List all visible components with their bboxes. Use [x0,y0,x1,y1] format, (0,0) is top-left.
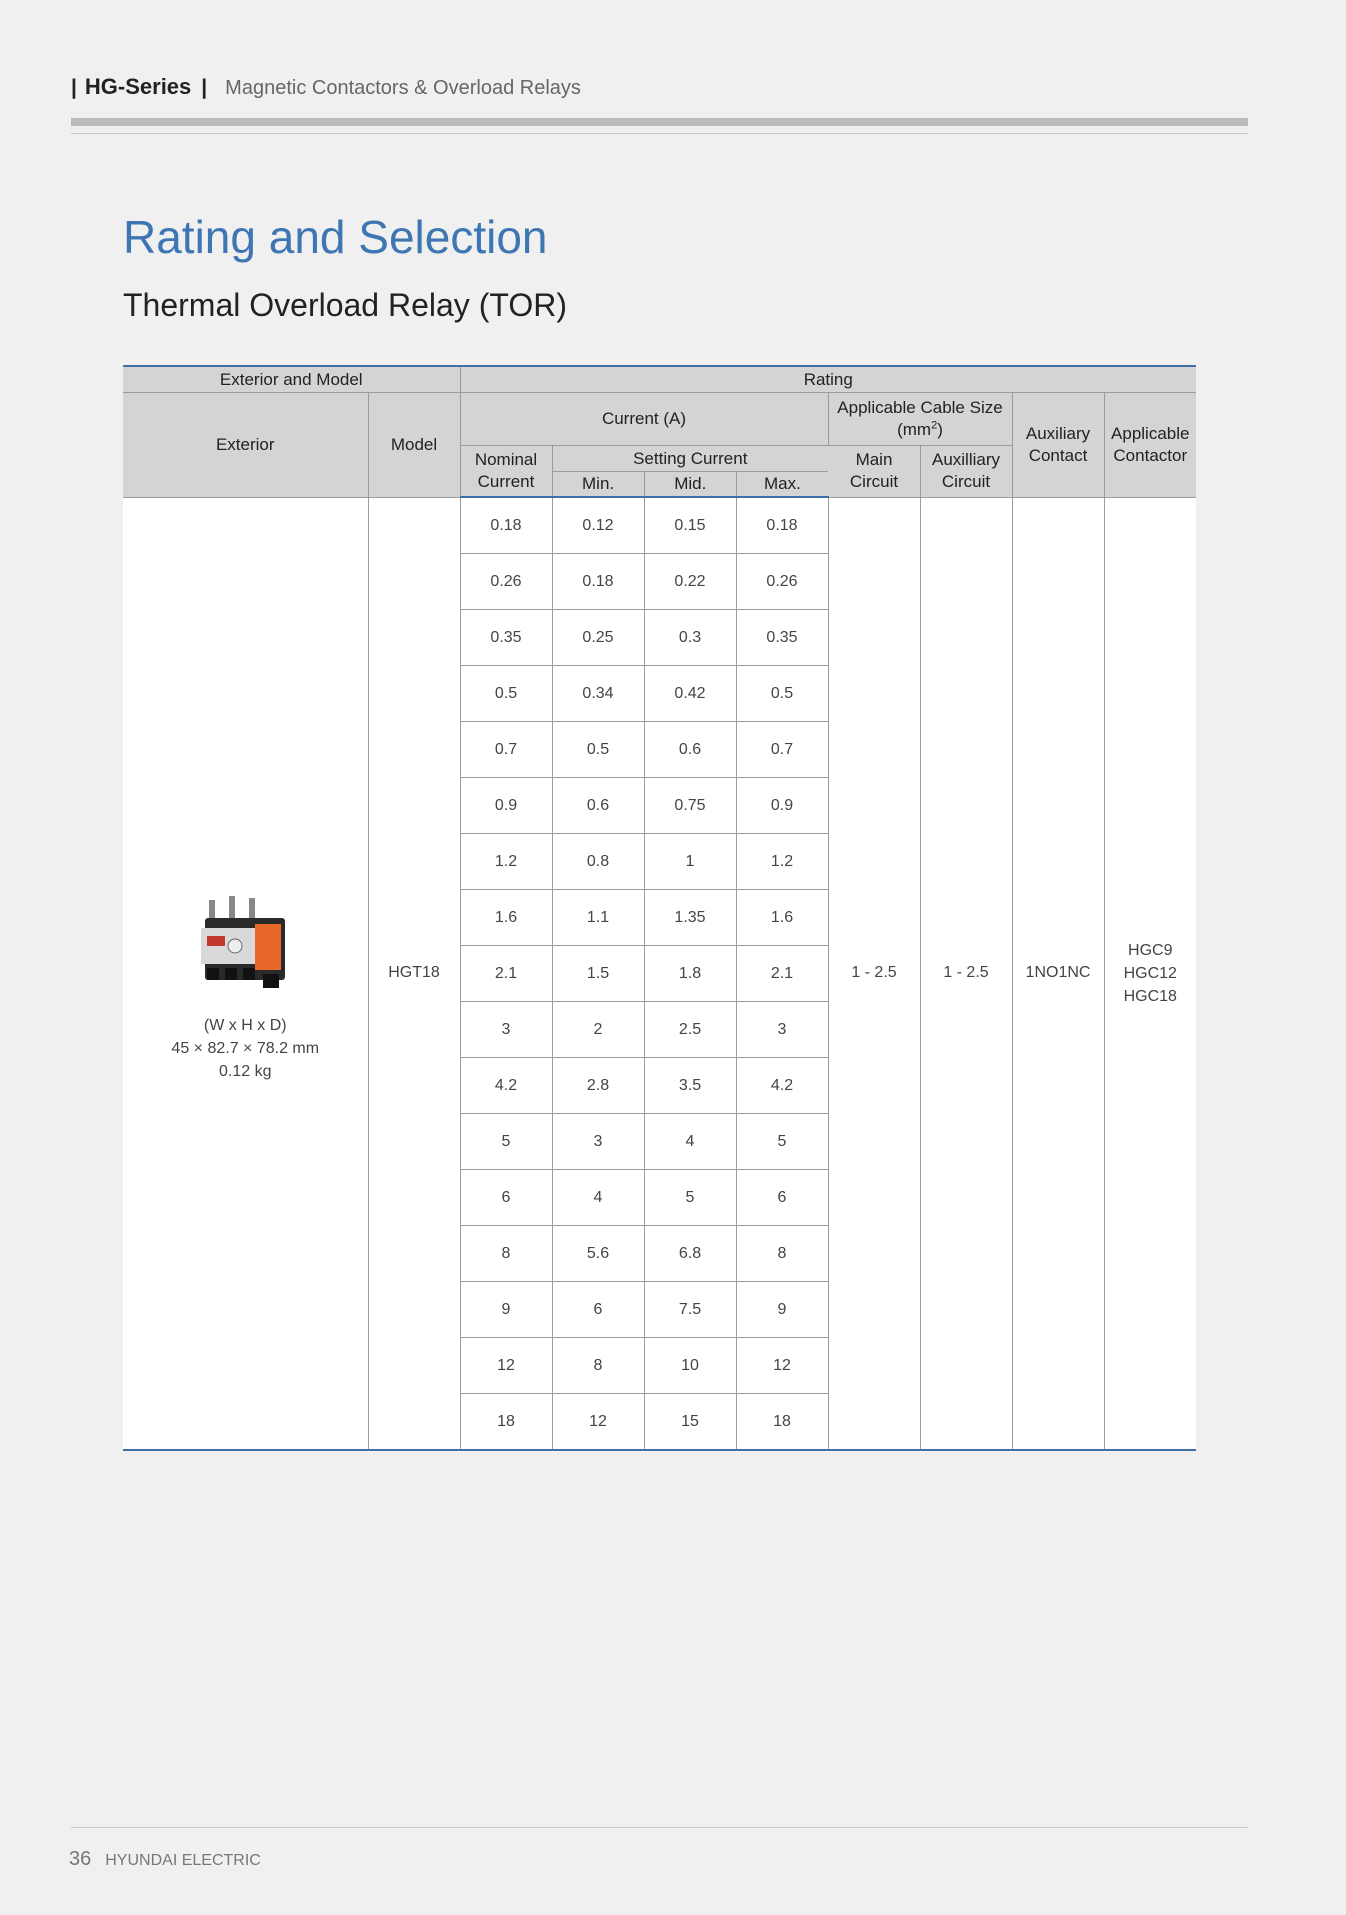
nominal-current-cell: 3 [460,1002,552,1058]
aux-circuit-label-1: Auxilliary [931,450,1001,470]
setting-mid-cell: 6.8 [644,1226,736,1282]
setting-max-cell: 1.2 [736,834,828,890]
nominal-current-cell: 1.6 [460,890,552,946]
page-footer [69,1848,261,1871]
nominal-current-cell: 12 [460,1338,552,1394]
table-row [123,497,1196,554]
contactor-item: HGC9 [1128,941,1173,959]
cable-size-close: ) [937,420,943,439]
setting-min-cell: 0.8 [552,834,644,890]
setting-min-cell: 12 [552,1394,644,1451]
header-bar-2: | [201,76,208,99]
exterior-header: Exterior [123,393,368,498]
page-title: Rating and Selection [123,211,548,263]
setting-min-cell: 2 [552,1002,644,1058]
nominal-current-cell: 0.7 [460,722,552,778]
nominal-current-cell: 0.9 [460,778,552,834]
rating-table [123,365,1196,1451]
setting-max-cell: 0.35 [736,610,828,666]
setting-min-cell: 2.8 [552,1058,644,1114]
setting-mid-cell: 0.6 [644,722,736,778]
setting-max-cell: 0.7 [736,722,828,778]
setting-mid-cell: 1 [644,834,736,890]
setting-max-cell: 1.6 [736,890,828,946]
min-header: Min. [553,472,645,496]
nominal-current-cell: 0.35 [460,610,552,666]
footer-rule [71,1827,1248,1828]
setting-mid-cell: 1.35 [644,890,736,946]
setting-min-cell: 3 [552,1114,644,1170]
setting-min-cell: 0.5 [552,722,644,778]
rating-table-body [123,497,1196,1450]
nominal-current-header [460,446,552,498]
setting-mid-cell: 3.5 [644,1058,736,1114]
aux-contact-label-1: Auxiliary [1025,423,1091,443]
setting-max-cell: 2.1 [736,946,828,1002]
setting-min-cell: 0.12 [552,497,644,554]
setting-max-cell: 6 [736,1170,828,1226]
setting-current-label: Setting Current [553,446,829,472]
aux-contact-label-2: Contact [1028,445,1088,465]
main-circuit-header [828,446,920,498]
header-rule-thin [71,133,1248,134]
setting-max-cell: 5 [736,1114,828,1170]
setting-mid-cell: 5 [644,1170,736,1226]
nominal-current-cell: 18 [460,1394,552,1451]
relay-product-image [195,894,295,992]
current-header: Current (A) [460,393,828,446]
setting-mid-cell: 0.42 [644,666,736,722]
setting-max-cell: 18 [736,1394,828,1451]
main-circuit-label-2: Circuit [849,472,899,492]
model-cell: HGT18 [368,497,460,1450]
setting-min-cell: 1.1 [552,890,644,946]
setting-max-cell: 8 [736,1226,828,1282]
running-header [71,74,581,100]
aux-contact-header [1012,393,1104,498]
setting-mid-cell: 10 [644,1338,736,1394]
cable-size-label: Applicable Cable Size [837,398,1003,417]
nominal-current-cell: 6 [460,1170,552,1226]
nominal-current-cell: 5 [460,1114,552,1170]
setting-max-cell: 0.18 [736,497,828,554]
header-bar: | [71,76,77,99]
setting-mid-cell: 7.5 [644,1282,736,1338]
group-exterior-model-header: Exterior and Model [123,366,460,393]
setting-mid-cell: 0.75 [644,778,736,834]
footer-brand: HYUNDAI ELECTRIC [105,1852,261,1869]
cable-size-unit: (mm [897,420,932,439]
cable-size-header [828,393,1012,446]
exterior-dims-label: (W x H x D) [203,1016,287,1034]
setting-max-cell: 0.9 [736,778,828,834]
app-contactor-label-1: Applicable [1111,423,1190,443]
nominal-current-cell: 9 [460,1282,552,1338]
setting-min-cell: 8 [552,1338,644,1394]
model-header: Model [368,393,460,498]
setting-subheaders [553,472,829,496]
exterior-cell [123,497,368,1450]
setting-max-cell: 12 [736,1338,828,1394]
setting-max-cell: 0.26 [736,554,828,610]
nominal-current-cell: 1.2 [460,834,552,890]
setting-min-cell: 4 [552,1170,644,1226]
app-contactor-header [1104,393,1196,498]
header-rule [71,118,1248,126]
setting-min-cell: 0.25 [552,610,644,666]
nominal-current-cell: 0.18 [460,497,552,554]
setting-current-header [552,446,828,498]
aux-circuit-header [920,446,1012,498]
header-subtitle: Magnetic Contactors & Overload Relays [225,77,581,99]
setting-max-cell: 3 [736,1002,828,1058]
nominal-current-cell: 2.1 [460,946,552,1002]
setting-min-cell: 6 [552,1282,644,1338]
setting-min-cell: 5.6 [552,1226,644,1282]
aux-circuit-cell: 1 - 2.5 [920,497,1012,1450]
aux-circuit-label-2: Circuit [941,472,991,492]
exterior-dims: 45 × 82.7 × 78.2 mm [171,1039,320,1057]
setting-mid-cell: 0.15 [644,497,736,554]
setting-max-cell: 9 [736,1282,828,1338]
setting-mid-cell: 2.5 [644,1002,736,1058]
nominal-current-cell: 8 [460,1226,552,1282]
contactor-item: HGC18 [1123,987,1177,1005]
main-circuit-label-1: Main [855,450,893,470]
setting-mid-cell: 0.22 [644,554,736,610]
setting-max-cell: 0.5 [736,666,828,722]
nominal-current-cell: 0.5 [460,666,552,722]
setting-mid-cell: 1.8 [644,946,736,1002]
main-circuit-cell: 1 - 2.5 [828,497,920,1450]
applicable-contactor-cell [1104,497,1196,1450]
max-header: Max. [764,474,801,493]
setting-mid-cell: 4 [644,1114,736,1170]
app-contactor-label-2: Contactor [1113,445,1188,465]
page-number: 36 [69,1848,92,1870]
aux-contact-cell: 1NO1NC [1012,497,1104,1450]
exterior-weight: 0.12 kg [219,1062,272,1080]
nominal-current-cell: 0.26 [460,554,552,610]
setting-mid-cell: 15 [644,1394,736,1451]
nominal-label-1: Nominal [474,450,538,469]
setting-mid-cell: 0.3 [644,610,736,666]
cable-size-sup: 2 [931,419,938,432]
setting-max-cell: 4.2 [736,1058,828,1114]
header-series: HG-Series [84,74,192,99]
nominal-current-cell: 4.2 [460,1058,552,1114]
contactor-item: HGC12 [1123,964,1177,982]
setting-min-cell: 0.34 [552,666,644,722]
group-rating-header: Rating [460,366,1196,393]
section-title: Thermal Overload Relay (TOR) [123,287,567,323]
setting-min-cell: 1.5 [552,946,644,1002]
mid-header: Mid. [645,472,737,496]
setting-min-cell: 0.6 [552,778,644,834]
nominal-label-2: Current [477,472,535,491]
setting-min-cell: 0.18 [552,554,644,610]
